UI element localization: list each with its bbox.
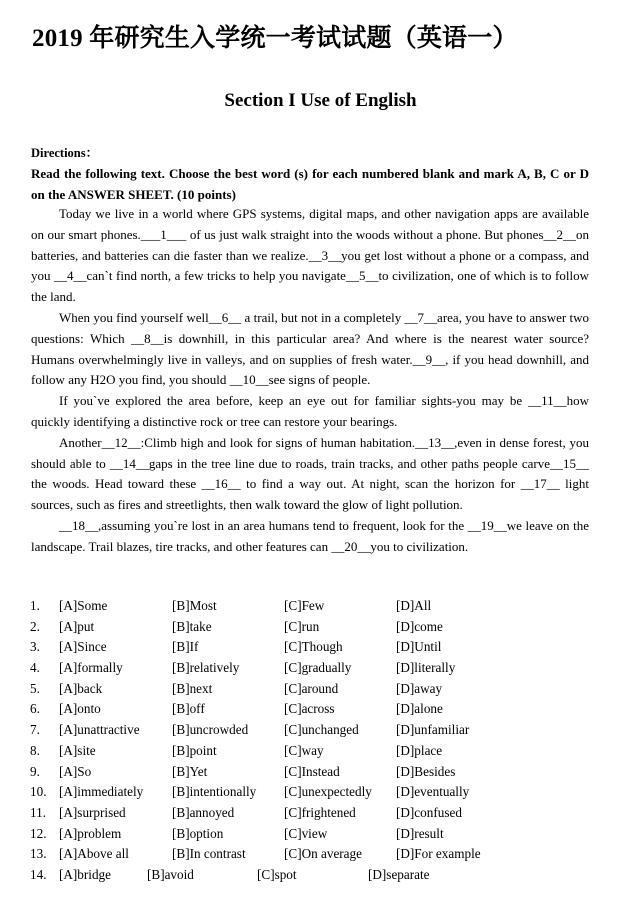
question-number: 13. (30, 846, 47, 862)
option-d: [D]All (396, 598, 432, 613)
question-number: 10. (30, 784, 47, 800)
option-c: [C]Instead (284, 763, 340, 779)
question-number: 6. (30, 701, 40, 717)
option-d: [D]literally (396, 660, 456, 676)
option-a: [A]problem (59, 825, 122, 841)
option-c: [C]run (284, 618, 320, 634)
option-d: [D]For example (396, 846, 481, 862)
passage-paragraph: Today we live in a world where GPS systems, digital maps, and other navigation apps are available on our smart phones.___1___ of us just walk straight into the woods without a phone. But phones__2__on batteries, and batteries can die faster than we realize.__3__you get lost without a phone or a compass, and you __4__can`t find north, a few tricks to help you navigate__5__to civilization, one of which is to follow the land. (31, 206, 589, 305)
question-number: 9. (30, 763, 40, 779)
option-d: [D]separate (368, 866, 430, 882)
option-b: [B]option (172, 825, 224, 841)
question-number: 12. (30, 825, 47, 841)
option-c: [C]unexpectedly (284, 784, 372, 800)
passage-paragraph: When you find yourself well__6__ a trail, but not in a completely __7__area, you have to answer two questions: Which __8__is downhill, in this particular area? And where is the nearest water source? Humans overwhelmingly live in valleys, and on supplies of fresh water.__9__, if you head downhill, and follow any H2O you find, you should __10__see signs of people. (31, 309, 589, 388)
option-b: [B]uncrowded (172, 722, 249, 738)
option-b: [B]If (172, 639, 199, 655)
option-d: [D]confused (396, 804, 462, 820)
instructions-text: Read the following text. Choose the best word (s) for each numbered blank and mark A, B, C or D on the ANSWER SHEET. (10 points) (31, 166, 589, 202)
option-b: [B]next (172, 680, 213, 696)
option-d: [D]Besides (396, 763, 456, 779)
option-a: [A]unattractive (59, 722, 140, 738)
question-number: 11. (30, 804, 46, 820)
directions-label: Directions： (31, 146, 99, 160)
option-b: [B]intentionally (172, 784, 257, 800)
option-d: [D]eventually (396, 784, 470, 800)
option-b: [B]take (172, 618, 212, 634)
option-a: [A]site (59, 742, 96, 758)
option-a: [A]onto (59, 701, 101, 717)
option-a: [A]bridge (59, 866, 111, 882)
passage-paragraph: Another__12__:Climb high and look for signs of human habitation.__13__,even in dense forest, you should able to __14__gaps in the tree line due to roads, train tracks, and other paths people carve__15__ the woods. Head toward these __16__ to find a way out. At night, scan the horizon for __17__ light sources, such as fires and streetlights, then walk toward the glow of light pollution. (31, 434, 589, 513)
option-a: [A]surprised (59, 804, 126, 820)
passage-paragraph: __18__,assuming you`re lost in an area humans tend to frequent, look for the __19__we leave on the landscape. Trail blazes, tire tracks, and other features can __20__you to civilization. (31, 517, 589, 554)
question-number: 4. (30, 660, 40, 676)
option-b: [B]point (172, 742, 217, 758)
question-number: 3. (30, 639, 40, 655)
option-b: [B]off (172, 701, 205, 717)
option-d: [D]place (396, 742, 443, 758)
option-b: [B]In contrast (172, 846, 246, 862)
option-a: [A]Above all (59, 846, 129, 862)
option-a: [A]So (59, 763, 92, 779)
option-d: [D]alone (396, 701, 443, 717)
option-a: [A]Some (59, 598, 108, 613)
option-b: [B]annoyed (172, 804, 235, 820)
passage-paragraph: If you`ve explored the area before, keep an eye out for familiar sights-you may be __11__how quickly identifying a distinctive rock or tree can restore your bearings. (31, 393, 589, 429)
option-d: [D]result (396, 825, 444, 841)
question-number: 5. (30, 680, 40, 696)
reading-passage (31, 204, 589, 558)
option-a: [A]put (59, 618, 95, 634)
option-d: [D]come (396, 618, 443, 634)
option-b: [B]avoid (147, 866, 194, 882)
option-c: [C]gradually (284, 660, 352, 676)
option-a: [A]back (59, 680, 103, 696)
option-c: [C]Few (284, 598, 325, 613)
option-d: [D]away (396, 680, 443, 696)
option-c: [C]unchanged (284, 722, 359, 738)
option-c: [C]view (284, 825, 328, 841)
option-a: [A]formally (59, 660, 123, 676)
question-number: 1. (30, 598, 40, 613)
question-number: 14. (30, 866, 47, 882)
option-c: [C]across (284, 701, 335, 717)
option-d: [D]Until (396, 639, 442, 655)
option-c: [C]Though (284, 639, 343, 655)
question-number: 8. (30, 742, 40, 758)
option-b: [B]Most (172, 598, 217, 613)
option-a: [A]Since (59, 639, 107, 655)
option-a: [A]immediately (59, 784, 144, 800)
exam-title: 2019 年研究生入学统一考试试题（英语一） (32, 25, 518, 52)
option-b: [B]relatively (172, 660, 240, 676)
question-number: 2. (30, 618, 40, 634)
option-c: [C]On average (284, 846, 362, 862)
option-c: [C]around (284, 680, 339, 696)
option-b: [B]Yet (172, 763, 208, 779)
question-number: 7. (30, 722, 40, 738)
option-c: [C]way (284, 742, 324, 758)
option-d: [D]unfamiliar (396, 722, 470, 738)
option-c: [C]spot (257, 866, 297, 882)
option-c: [C]frightened (284, 804, 356, 820)
section-title: Section I Use of English (224, 90, 417, 111)
